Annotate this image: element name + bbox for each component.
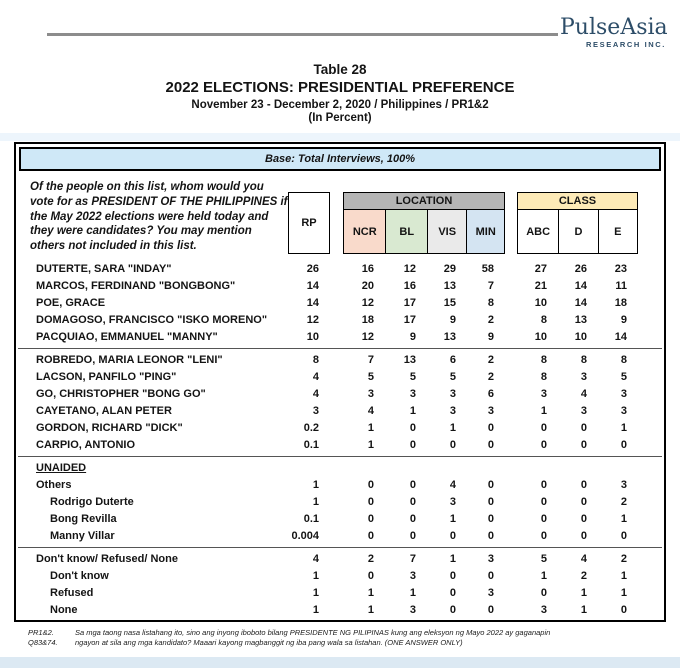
row-value: 3 <box>580 405 587 417</box>
row-value: 12 <box>403 263 416 275</box>
unit-note: (In Percent) <box>308 112 372 124</box>
table-row <box>16 403 664 420</box>
row-value: 2 <box>620 496 627 508</box>
row-value: 3 <box>367 388 374 400</box>
table-number: Table 28 <box>313 62 367 77</box>
logo-wordmark: PulseAsia <box>560 15 668 40</box>
table-row <box>16 602 664 619</box>
title-block <box>0 62 680 124</box>
row-value: 6 <box>449 354 456 366</box>
row-value: 3 <box>409 604 416 616</box>
row-value: 10 <box>534 331 547 343</box>
row-value: 8 <box>487 297 494 309</box>
row-value: 0 <box>620 439 627 451</box>
group-separator <box>18 348 662 349</box>
location-subheaders <box>344 210 504 253</box>
row-label: Manny Villar <box>50 530 115 542</box>
table-row <box>16 528 664 545</box>
row-value: 14 <box>614 331 627 343</box>
row-value: 3 <box>540 604 547 616</box>
row-value: 2 <box>487 371 494 383</box>
row-value: 8 <box>540 314 547 326</box>
survey-period: November 23 - December 2, 2020 / Philippines / PR1&2 <box>191 99 489 111</box>
row-value: 7 <box>367 354 374 366</box>
row-value: 2 <box>487 314 494 326</box>
row-value: 0 <box>367 530 374 542</box>
row-value: 13 <box>443 331 456 343</box>
row-label: GO, CHRISTOPHER "BONG GO" <box>36 388 206 400</box>
row-value: 14 <box>306 280 319 292</box>
row-value: 10 <box>574 331 587 343</box>
row-value: 5 <box>540 553 547 565</box>
row-value: 4 <box>580 388 587 400</box>
row-value: 9 <box>487 331 494 343</box>
row-value: 9 <box>620 314 627 326</box>
table-body <box>16 261 664 619</box>
row-value: 0 <box>409 479 416 491</box>
row-label: Others <box>36 479 72 491</box>
row-value: 6 <box>487 388 494 400</box>
faint-band <box>0 133 680 141</box>
row-value: 0 <box>487 513 494 525</box>
row-value: 9 <box>449 314 456 326</box>
row-label: CAYETANO, ALAN PETER <box>36 405 172 417</box>
row-value: 2 <box>620 553 627 565</box>
base-bar: Base: Total Interviews, 100% <box>19 147 661 171</box>
row-value: 26 <box>306 263 319 275</box>
row-value: 29 <box>443 263 456 275</box>
row-value: 3 <box>620 405 627 417</box>
row-label: Refused <box>50 587 94 599</box>
row-value: 4 <box>312 553 319 565</box>
row-value: 0 <box>620 604 627 616</box>
class-header-group <box>517 192 638 254</box>
row-value: 0 <box>540 422 547 434</box>
row-value: 8 <box>540 371 547 383</box>
row-value: 0.1 <box>303 439 319 451</box>
row-value: 0 <box>487 530 494 542</box>
location-band: LOCATION <box>344 193 504 210</box>
footnote-line <box>28 638 658 648</box>
row-value: 1 <box>312 479 319 491</box>
logo-divider-line <box>47 33 558 36</box>
row-value: 1 <box>540 570 547 582</box>
row-value: 3 <box>449 405 456 417</box>
row-label: MARCOS, FERDINAND "BONGBONG" <box>36 280 236 292</box>
row-value: 58 <box>481 263 494 275</box>
row-label: LACSON, PANFILO "PING" <box>36 371 177 383</box>
group-separator <box>18 547 662 548</box>
row-label: Don't know <box>50 570 109 582</box>
column-header-e: E <box>598 210 637 253</box>
row-value: 1 <box>409 405 416 417</box>
row-value: 1 <box>620 570 627 582</box>
row-value: 8 <box>580 354 587 366</box>
column-header-min: MIN <box>466 210 504 253</box>
row-value: 0 <box>487 422 494 434</box>
row-value: 13 <box>574 314 587 326</box>
table-row <box>16 568 664 585</box>
column-header-abc: ABC <box>518 210 558 253</box>
row-value: 1 <box>312 496 319 508</box>
row-value: 12 <box>306 314 319 326</box>
table-row <box>16 352 664 369</box>
table-row <box>16 494 664 511</box>
row-value: 21 <box>534 280 547 292</box>
table-row <box>16 295 664 312</box>
row-value: 1 <box>409 587 416 599</box>
row-value: 4 <box>580 553 587 565</box>
table-row <box>16 369 664 386</box>
row-value: 1 <box>367 422 374 434</box>
row-value: 8 <box>620 354 627 366</box>
row-label: Don't know/ Refused/ None <box>36 553 178 565</box>
row-value: 11 <box>615 280 627 292</box>
row-value: 3 <box>620 479 627 491</box>
row-value: 0.2 <box>303 422 319 434</box>
row-value: 10 <box>306 331 319 343</box>
row-value: 0 <box>449 570 456 582</box>
row-label: None <box>50 604 78 616</box>
row-label: UNAIDED <box>36 462 87 474</box>
row-value: 0 <box>540 479 547 491</box>
row-value: 3 <box>409 570 416 582</box>
table-row <box>16 437 664 454</box>
row-value: 14 <box>574 280 587 292</box>
row-value: 0 <box>367 570 374 582</box>
row-label: PACQUIAO, EMMANUEL "MANNY" <box>36 331 218 343</box>
row-value: 13 <box>403 354 416 366</box>
row-value: 5 <box>409 371 416 383</box>
row-value: 1 <box>449 513 456 525</box>
row-value: 4 <box>312 371 319 383</box>
row-value: 1 <box>449 422 456 434</box>
row-value: 3 <box>449 388 456 400</box>
footnote-label: PR1&2. <box>28 628 54 637</box>
row-value: 0 <box>580 530 587 542</box>
row-value: 0 <box>580 439 587 451</box>
row-value: 0 <box>449 587 456 599</box>
row-value: 7 <box>487 280 494 292</box>
row-value: 13 <box>443 280 456 292</box>
table-row <box>16 477 664 494</box>
class-band: CLASS <box>518 193 637 210</box>
row-value: 1 <box>449 553 456 565</box>
row-value: 8 <box>312 354 319 366</box>
row-value: 0 <box>409 496 416 508</box>
row-value: 10 <box>534 297 547 309</box>
survey-question: Of the people on this list, whom would you vote for as PRESIDENT OF THE PHILIPPINES if the May 2022 elections were held today and they were candidates? You may mention others not included in this list. <box>30 181 288 253</box>
pulse-asia-logo <box>560 16 666 49</box>
row-value: 16 <box>403 280 416 292</box>
row-value: 1 <box>312 570 319 582</box>
row-value: 0 <box>449 439 456 451</box>
footnote-line <box>28 628 658 638</box>
row-value: 4 <box>367 405 374 417</box>
row-value: 5 <box>449 371 456 383</box>
column-header-d: D <box>558 210 597 253</box>
footnote-text: ngayon at sila ang mga kandidato? Maaari kayong magbanggit ng iba pang wala sa listahan. (ONE ANSWER ONLY) <box>75 638 463 647</box>
column-header-ncr: NCR <box>344 210 385 253</box>
page-title: 2022 ELECTIONS: PRESIDENTIAL PREFERENCE <box>165 79 515 96</box>
row-value: 0 <box>580 479 587 491</box>
row-value: 2 <box>580 570 587 582</box>
row-value: 1 <box>620 587 627 599</box>
table-row <box>16 585 664 602</box>
row-value: 3 <box>449 496 456 508</box>
row-value: 0.004 <box>291 530 319 542</box>
row-value: 3 <box>487 587 494 599</box>
row-value: 3 <box>312 405 319 417</box>
row-value: 26 <box>574 263 587 275</box>
row-label: Rodrigo Duterte <box>50 496 134 508</box>
row-label: Bong Revilla <box>50 513 117 525</box>
table-row <box>16 312 664 329</box>
row-value: 1 <box>312 587 319 599</box>
row-value: 17 <box>403 314 416 326</box>
row-value: 0 <box>409 439 416 451</box>
logo-subtitle: RESEARCH INC. <box>586 40 666 49</box>
table-row <box>16 511 664 528</box>
row-value: 18 <box>361 314 374 326</box>
row-value: 1 <box>367 604 374 616</box>
row-value: 15 <box>443 297 456 309</box>
row-value: 12 <box>361 331 374 343</box>
data-table-frame <box>14 142 666 622</box>
row-value: 0 <box>487 496 494 508</box>
row-value: 7 <box>409 553 416 565</box>
row-label: ROBREDO, MARIA LEONOR "LENI" <box>36 354 223 366</box>
row-label: CARPIO, ANTONIO <box>36 439 136 451</box>
column-header-vis: VIS <box>427 210 467 253</box>
location-header-group <box>343 192 505 254</box>
row-value: 16 <box>361 263 374 275</box>
row-value: 0 <box>409 530 416 542</box>
group-separator <box>18 456 662 457</box>
row-value: 0 <box>620 530 627 542</box>
row-value: 17 <box>403 297 416 309</box>
row-value: 23 <box>614 263 627 275</box>
row-value: 0 <box>540 439 547 451</box>
row-value: 18 <box>614 297 627 309</box>
class-subheaders <box>518 210 637 253</box>
table-row <box>16 329 664 346</box>
row-value: 4 <box>312 388 319 400</box>
row-value: 5 <box>620 371 627 383</box>
row-value: 1 <box>312 604 319 616</box>
row-value: 2 <box>367 553 374 565</box>
table-row <box>16 551 664 568</box>
row-value: 0 <box>367 513 374 525</box>
row-value: 9 <box>409 331 416 343</box>
row-value: 0 <box>540 513 547 525</box>
row-value: 0 <box>580 422 587 434</box>
row-value: 0 <box>540 496 547 508</box>
table-row <box>16 420 664 437</box>
row-value: 4 <box>449 479 456 491</box>
table-row <box>16 460 664 477</box>
row-value: 0 <box>487 439 494 451</box>
footnote-text: Sa mga taong nasa listahang ito, sino ang inyong iboboto bilang PRESIDENTE NG PILIPINAS kung ang eleksyon ng Mayo 2022 ay gaganapin <box>75 628 551 637</box>
row-value: 1 <box>367 439 374 451</box>
row-value: 3 <box>409 388 416 400</box>
row-value: 0 <box>580 513 587 525</box>
row-value: 5 <box>367 371 374 383</box>
row-value: 0 <box>409 513 416 525</box>
column-header-bl: BL <box>385 210 426 253</box>
row-label: DOMAGOSO, FRANCISCO "ISKO MORENO" <box>36 314 268 326</box>
row-value: 2 <box>487 354 494 366</box>
row-value: 0 <box>487 570 494 582</box>
footnote <box>28 628 658 648</box>
row-value: 14 <box>574 297 587 309</box>
row-value: 3 <box>487 405 494 417</box>
row-value: 0.1 <box>303 513 319 525</box>
row-value: 12 <box>361 297 374 309</box>
row-value: 0 <box>487 479 494 491</box>
row-label: POE, GRACE <box>36 297 106 309</box>
row-value: 27 <box>534 263 547 275</box>
row-label: DUTERTE, SARA "INDAY" <box>36 263 172 275</box>
row-value: 1 <box>367 587 374 599</box>
row-value: 0 <box>367 479 374 491</box>
row-value: 0 <box>487 604 494 616</box>
row-value: 8 <box>540 354 547 366</box>
footnote-label: Q83&74. <box>28 638 58 647</box>
row-value: 1 <box>620 513 627 525</box>
row-value: 14 <box>306 297 319 309</box>
row-value: 3 <box>540 388 547 400</box>
row-value: 0 <box>449 530 456 542</box>
row-value: 0 <box>580 496 587 508</box>
table-row <box>16 261 664 278</box>
row-value: 1 <box>580 587 587 599</box>
row-value: 0 <box>367 496 374 508</box>
row-value: 20 <box>361 280 374 292</box>
row-value: 3 <box>620 388 627 400</box>
row-value: 1 <box>540 405 547 417</box>
bottom-edge-band <box>0 657 680 668</box>
row-value: 0 <box>540 587 547 599</box>
table-row <box>16 386 664 403</box>
row-value: 1 <box>620 422 627 434</box>
row-value: 1 <box>580 604 587 616</box>
row-value: 3 <box>487 553 494 565</box>
row-value: 3 <box>580 371 587 383</box>
row-value: 0 <box>540 530 547 542</box>
column-header-rp: RP <box>288 192 330 254</box>
row-label: GORDON, RICHARD "DICK" <box>36 422 183 434</box>
row-value: 0 <box>449 604 456 616</box>
table-row <box>16 278 664 295</box>
row-value: 0 <box>409 422 416 434</box>
